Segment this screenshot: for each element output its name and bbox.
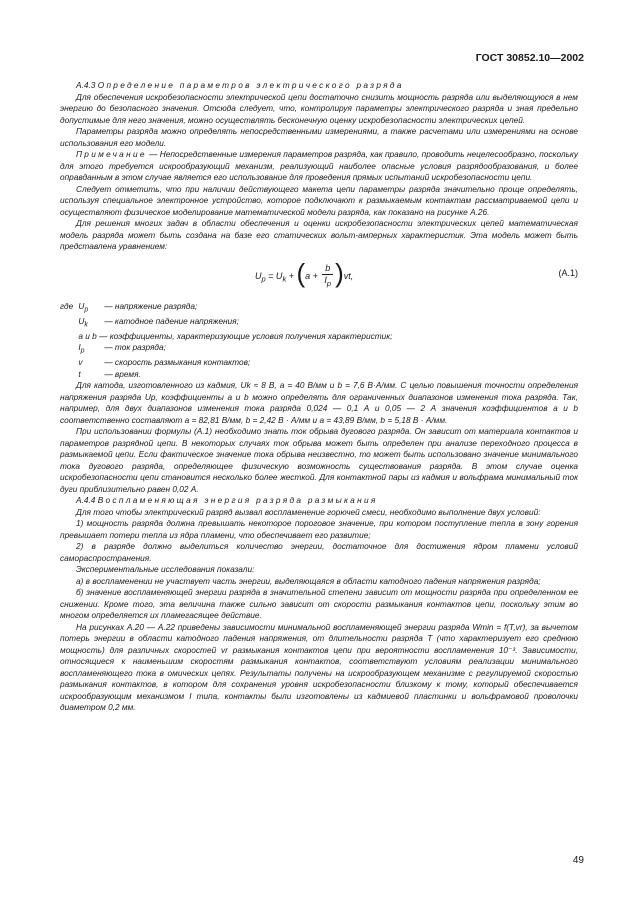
document-body bbox=[60, 80, 578, 714]
paragraph: Экспериментальные исследования показали: bbox=[76, 564, 255, 575]
where-list bbox=[60, 301, 578, 381]
document-id: ГОСТ 30852.10—2002 bbox=[475, 52, 584, 64]
paragraph: Для катода, изготовленного из кадмия, Uk ≈ 8 В, a = 40 В/мм и b = 7,6 В·А/мм. С целью повышения точности определения напряжения разряда Up, коэффициенты a и b можно определять для ограниченных диапазонов изменения тока разряда. Так, например, для двух диапазонов изменения тока разряда 0,024 — 0,1 А и 0,05 — 2 А значения коэффициентов a и b соответственно составляют a = 82,81 В/мм, b = 2,42 В · А/мм и a = 43,89 В/мм, b = 5,18 В · А/мм. bbox=[60, 380, 578, 425]
formula-a1 bbox=[60, 257, 578, 295]
where-item: v — скорость размыкания контактов; bbox=[78, 357, 251, 368]
where-item: где $U_p$ — напряжение разряда; bbox=[60, 300, 198, 314]
where-label: где bbox=[60, 300, 74, 311]
finding-item: б) значение воспламеняющей энергии разряда в значительной степени зависит от мощности разряда при определенном ее снижении. Кроме того, эта величина также сильно зависит от скорости размыкания контактов цепи, поскольку этим во многом определяется их пламегасящее действие. bbox=[60, 587, 578, 621]
note-text: — Непосредственные измерения параметров разряда, как правило, проводить нецелесообразно, поскольку для этого требуется искрообразующий механизм, реализующий наиболее опасные условия разрядообразования, и более оправданным в этом случае является его использование для проведения прямых испытаний искробезопасности цепи. bbox=[60, 149, 578, 182]
formula-number: (А.1) bbox=[558, 267, 578, 278]
formula-expression: $U_p = U_k + (a$ + $\frac{b}{I_p}$ )vt, bbox=[255, 258, 354, 289]
paragraph: Следует отметить, что при наличии действующего макета цепи параметры разряда значительно проще определять, используя специальное электронное устройство, которое подключают к размыкаемым контактам рассматриваемой цепи и осуществляют физическое моделирование математической модели разряда, как показано на рисунке А.26. bbox=[60, 183, 578, 217]
page-number: 49 bbox=[572, 855, 584, 866]
left-paren: ( bbox=[296, 258, 306, 289]
paragraph: При использовании формулы (А.1) необходимо знать ток обрыва дугового разряда. Он зависит от материала контактов и параметров разрядной цепи. В некоторых случаях ток обрыва может быть определен при анализе переходного процесса в размыкаемой цепи. Если фактическое значение тока обрыва неизвестно, то может быть использовано значение минимального тока дугового разряда, определяющее физическую возможность существования разряда. В этом случае оценка искробезопасности цепи становится несколько более жесткой. Для контактной пары из кадмия и вольфрама минимальный ток дуги приблизительно равен 0,02 А. bbox=[60, 426, 578, 494]
paragraph: На рисунках А.20 — А.22 приведены зависимости минимальной воспламеняющей энергии разряда Wmin = f(T,vr), за вычетом потерь энергии в области катодного падения напряжения, от длительности разряда T (что характеризует его среднюю мощность) для различных скоростей vr размыкания контактов цепи при вероятности воспламенения 10⁻³. Зависимости, относящиеся к наименьшим скоростям размыкания контактов, соответствуют условиям реализации минимального воспламеняющего тока в омических цепях. Результаты получены на искрообразующем механизме с регулируемой скоростью размыкания контактов, в котором для сохранения уровня искробезопасности близкому к тому, который обеспечивается искрообразующим механизмом I типа, контакты были изготовлены из кадмиевой пластинки и вольфрамовой проволочки диаметром 0,2 мм. bbox=[60, 621, 578, 713]
finding-item: а) в воспламенении не участвует часть энергии, выделяющаяся в области катодного падения напряжения разряда; bbox=[76, 575, 541, 586]
section-a44-heading bbox=[60, 495, 578, 507]
note bbox=[60, 149, 578, 184]
where-item: $U_k$ — катодное падение напряжения; bbox=[78, 315, 239, 329]
fraction: $\frac{b}{I_p}$ bbox=[324, 262, 332, 288]
section-a43-heading bbox=[60, 80, 578, 92]
where-item: a и b — коэффициенты, характеризующие условия получения характеристик; bbox=[78, 330, 393, 341]
where-item: t — время. bbox=[78, 368, 141, 379]
right-paren: ) bbox=[335, 258, 344, 289]
section-title: Воспламеняющая энергия разряда размыкания bbox=[97, 495, 378, 506]
section-number: А.4.3 bbox=[76, 80, 96, 90]
where-item: $I_p$ — ток разряда; bbox=[78, 342, 166, 355]
note-label: Примечание bbox=[76, 149, 147, 159]
paragraph: Для того чтобы электрический разряд вызвал воспламенение горючей смеси, необходимо выполнение двух условий: bbox=[76, 506, 541, 517]
section-number: А.4.4 bbox=[76, 495, 96, 506]
paragraph: Для обеспечения искробезопасности электрической цепи достаточно снизить мощность разряда или выделяющуюся в нем энергию до безопасного значения. Отсюда следует, что, контролируя параметры электрического разряда и зная предельно допустимые для него значения, можно осуществлять бесконечную оценку искробезопасности электрических цепей. bbox=[60, 91, 578, 125]
section-title: Определение параметров электрического разряда bbox=[97, 80, 404, 90]
condition-item: 1) мощность разряда должна превышать некоторое пороговое значение, при котором поступление тепла в зону горения превышает потери тепла из ядра пламени, что обеспечивает его развитие; bbox=[60, 518, 578, 540]
paragraph: Параметры разряда можно определять непосредственными измерениями, а также расчетами или измерениями на основе использования его модели. bbox=[60, 126, 578, 148]
condition-item: 2) в разряде должно выделиться количество энергии, достаточное для достижения ядром пламени условий самораспространения. bbox=[60, 541, 578, 563]
paragraph: Для решения многих задач в области обеспечения и оценки искробезопасности электрических цепей математическая модель разряда может быть создана на базе его статических вольт-амперных характеристик. Эта модель может быть представлена уравнением: bbox=[60, 218, 578, 251]
